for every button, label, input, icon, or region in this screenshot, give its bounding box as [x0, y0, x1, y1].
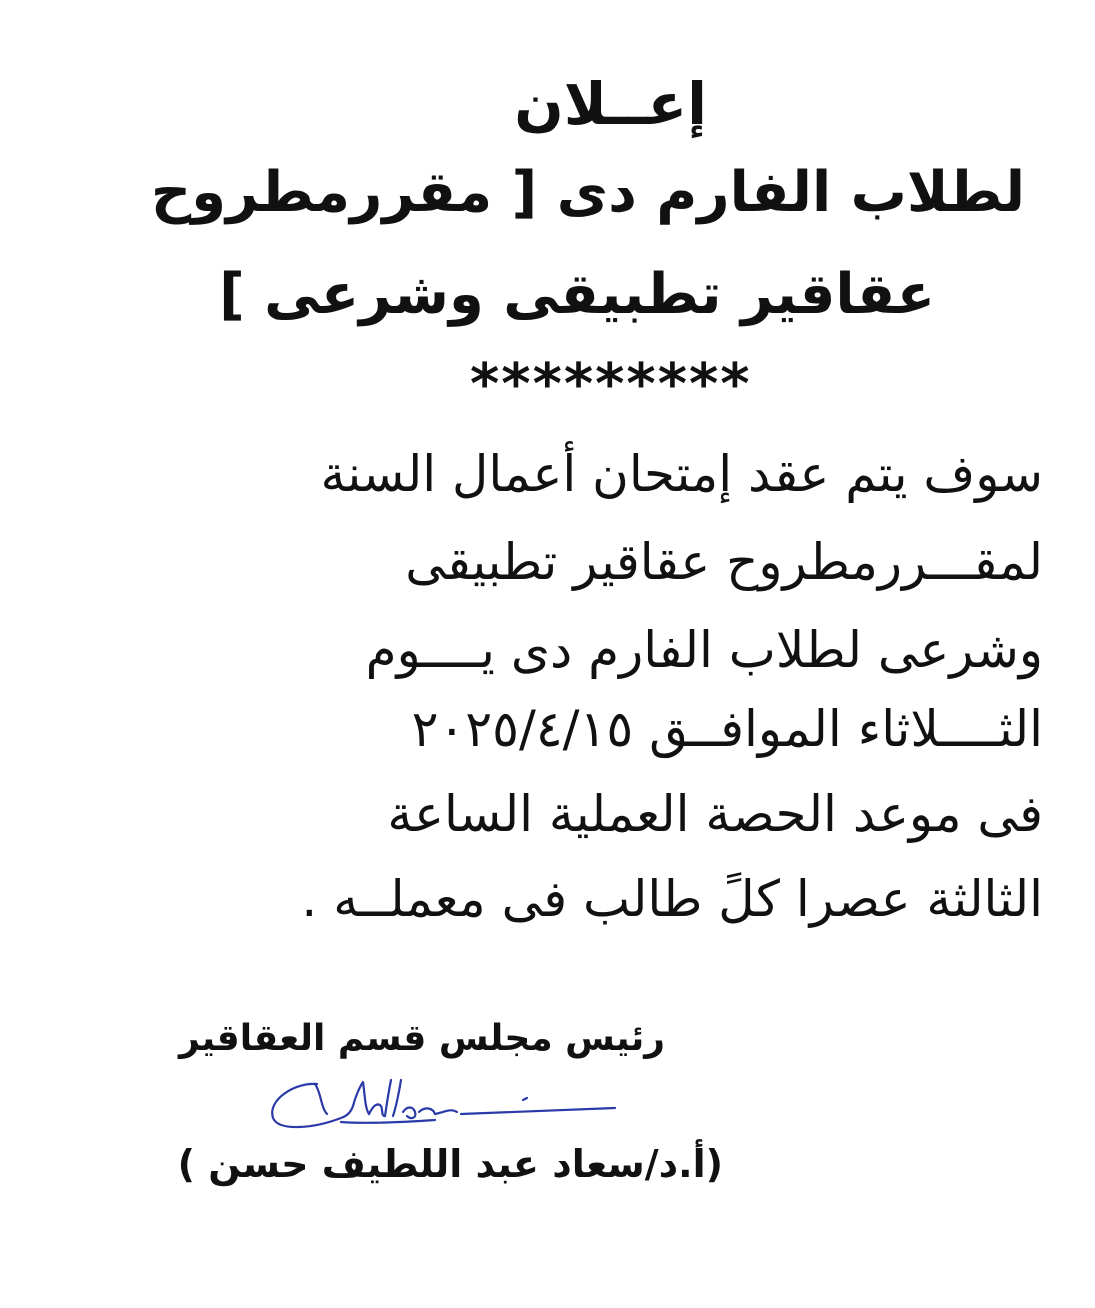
body-line-6: الثالثة عصرا كلً طالب فى معملــه . — [301, 870, 1043, 928]
announcement-title: إعــلان — [514, 70, 707, 138]
body-line-3: وشرعى لطلاب الفارم دى يــــوم — [365, 621, 1043, 679]
body-line-2: لمقـــررمطروح عقاقير تطبيقى — [405, 533, 1043, 591]
handwritten-signature — [255, 1062, 635, 1142]
announcement-heading-line-1: لطلاب الفارم دى [ مقررمطروح — [150, 160, 1025, 225]
signature-title: رئيس مجلس قسم العقاقير — [179, 1018, 665, 1059]
body-line-4: الثــــلاثاء الموافــق ٢٠٢٥/٤/١٥ — [411, 700, 1043, 758]
signatory-name: (أ.د/سعاد عبد اللطيف حسن ) — [177, 1142, 723, 1186]
body-line-1: سوف يتم عقد إمتحان أعمال السنة — [320, 445, 1043, 503]
separator-stars: ********* — [470, 352, 752, 417]
announcement-heading-line-2: عقاقير تطبيقى وشرعى ] — [219, 262, 935, 327]
body-line-5: فى موعد الحصة العملية الساعة — [387, 785, 1043, 843]
